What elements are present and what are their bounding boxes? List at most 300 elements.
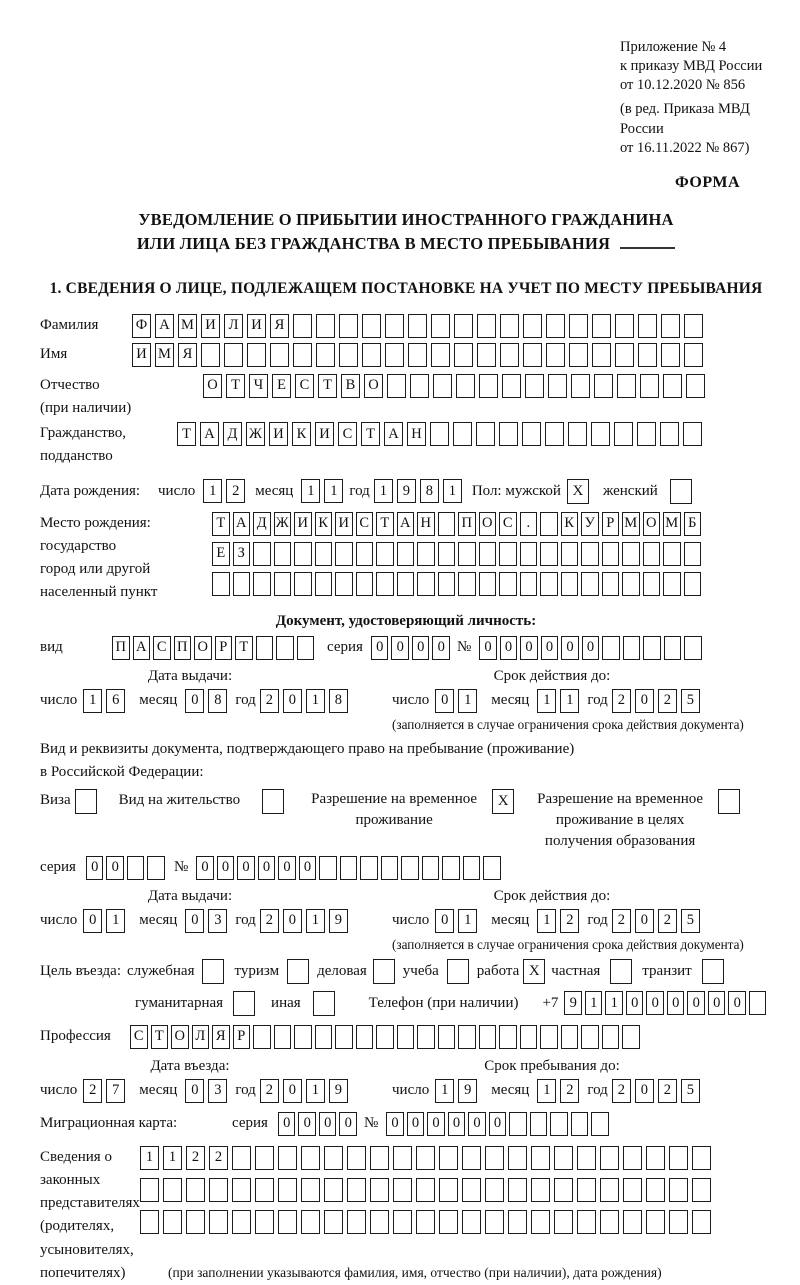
char-cell[interactable]: 0 — [283, 909, 302, 933]
char-cell[interactable]: 2 — [612, 689, 631, 713]
char-cell[interactable] — [439, 1178, 458, 1202]
char-cell[interactable] — [294, 572, 312, 596]
char-cell[interactable]: 0 — [708, 991, 726, 1015]
char-cell[interactable] — [692, 1210, 711, 1234]
char-cell[interactable]: Д — [253, 512, 271, 536]
char-cell[interactable] — [622, 1025, 640, 1049]
char-cell[interactable] — [393, 1178, 412, 1202]
char-cell[interactable] — [661, 343, 680, 367]
char-cell[interactable]: 2 — [658, 909, 677, 933]
char-cell[interactable] — [523, 314, 542, 338]
char-cell[interactable] — [485, 1178, 504, 1202]
char-cell[interactable] — [301, 1146, 320, 1170]
char-cell[interactable] — [439, 1210, 458, 1234]
char-cell[interactable] — [669, 1178, 688, 1202]
char-cell[interactable] — [476, 422, 495, 446]
char-cell[interactable]: 0 — [83, 909, 102, 933]
char-cell[interactable] — [669, 1146, 688, 1170]
char-cell[interactable] — [431, 343, 450, 367]
char-cell[interactable] — [485, 1210, 504, 1234]
char-cell[interactable] — [591, 1112, 609, 1136]
char-cell[interactable]: Т — [361, 422, 380, 446]
char-cell[interactable] — [500, 343, 519, 367]
char-cell[interactable] — [316, 343, 335, 367]
purpose-official-checkbox[interactable] — [202, 959, 224, 984]
char-cell[interactable] — [458, 572, 476, 596]
char-cell[interactable] — [499, 1025, 517, 1049]
char-cell[interactable] — [462, 1178, 481, 1202]
char-cell[interactable]: 2 — [186, 1146, 205, 1170]
char-cell[interactable]: С — [338, 422, 357, 446]
purpose-transit-checkbox[interactable] — [702, 959, 724, 984]
char-cell[interactable]: 0 — [106, 856, 124, 880]
char-cell[interactable] — [686, 374, 705, 398]
char-cell[interactable] — [209, 1178, 228, 1202]
char-cell[interactable]: О — [479, 512, 497, 536]
char-cell[interactable]: 0 — [196, 856, 214, 880]
char-cell[interactable] — [509, 1112, 527, 1136]
char-cell[interactable] — [315, 542, 333, 566]
char-cell[interactable] — [692, 1146, 711, 1170]
char-cell[interactable] — [417, 572, 435, 596]
char-cell[interactable]: 0 — [500, 636, 518, 660]
char-cell[interactable]: Б — [684, 512, 702, 536]
char-cell[interactable] — [550, 1112, 568, 1136]
char-cell[interactable] — [454, 343, 473, 367]
char-cell[interactable] — [335, 1025, 353, 1049]
char-cell[interactable]: 1 — [458, 909, 477, 933]
char-cell[interactable]: 0 — [561, 636, 579, 660]
char-cell[interactable]: И — [269, 422, 288, 446]
char-cell[interactable]: 0 — [646, 991, 664, 1015]
char-cell[interactable] — [255, 1146, 274, 1170]
char-cell[interactable] — [397, 542, 415, 566]
char-cell[interactable]: Р — [215, 636, 233, 660]
char-cell[interactable]: Т — [226, 374, 245, 398]
char-cell[interactable]: 5 — [681, 689, 700, 713]
temp-permit-checkbox[interactable]: X — [492, 789, 514, 814]
purpose-other-checkbox[interactable] — [313, 991, 335, 1016]
char-cell[interactable]: Н — [417, 512, 435, 536]
char-cell[interactable] — [224, 343, 243, 367]
purpose-business-checkbox[interactable] — [373, 959, 395, 984]
char-cell[interactable] — [356, 572, 374, 596]
char-cell[interactable]: . — [520, 512, 538, 536]
char-cell[interactable]: 0 — [258, 856, 276, 880]
char-cell[interactable]: 1 — [435, 1079, 454, 1103]
char-cell[interactable]: 1 — [374, 479, 393, 503]
char-cell[interactable]: 1 — [443, 479, 462, 503]
char-cell[interactable] — [531, 1178, 550, 1202]
char-cell[interactable] — [540, 542, 558, 566]
char-cell[interactable] — [439, 1146, 458, 1170]
char-cell[interactable]: О — [171, 1025, 189, 1049]
char-cell[interactable] — [274, 542, 292, 566]
char-cell[interactable]: М — [178, 314, 197, 338]
char-cell[interactable]: Ж — [274, 512, 292, 536]
char-cell[interactable]: 2 — [560, 909, 579, 933]
char-cell[interactable]: 0 — [185, 689, 204, 713]
char-cell[interactable]: 1 — [301, 479, 320, 503]
visa-checkbox[interactable] — [75, 789, 97, 814]
char-cell[interactable] — [663, 542, 681, 566]
char-cell[interactable]: 0 — [278, 1112, 296, 1136]
char-cell[interactable] — [163, 1210, 182, 1234]
char-cell[interactable]: Ф — [132, 314, 151, 338]
char-cell[interactable]: О — [203, 374, 222, 398]
char-cell[interactable] — [602, 1025, 620, 1049]
char-cell[interactable] — [638, 343, 657, 367]
char-cell[interactable] — [417, 542, 435, 566]
char-cell[interactable]: И — [335, 512, 353, 536]
char-cell[interactable] — [684, 636, 702, 660]
char-cell[interactable] — [381, 856, 399, 880]
char-cell[interactable] — [127, 856, 145, 880]
char-cell[interactable]: П — [458, 512, 476, 536]
char-cell[interactable] — [339, 343, 358, 367]
char-cell[interactable]: И — [247, 314, 266, 338]
char-cell[interactable] — [581, 1025, 599, 1049]
char-cell[interactable]: Т — [235, 636, 253, 660]
char-cell[interactable]: А — [233, 512, 251, 536]
char-cell[interactable]: М — [155, 343, 174, 367]
char-cell[interactable]: С — [130, 1025, 148, 1049]
char-cell[interactable] — [387, 374, 406, 398]
char-cell[interactable] — [430, 422, 449, 446]
char-cell[interactable] — [508, 1210, 527, 1234]
char-cell[interactable] — [520, 542, 538, 566]
char-cell[interactable] — [416, 1178, 435, 1202]
char-cell[interactable]: Т — [151, 1025, 169, 1049]
char-cell[interactable] — [454, 314, 473, 338]
char-cell[interactable] — [483, 856, 501, 880]
char-cell[interactable] — [683, 422, 702, 446]
char-cell[interactable] — [684, 542, 702, 566]
char-cell[interactable]: П — [112, 636, 130, 660]
char-cell[interactable] — [324, 1146, 343, 1170]
char-cell[interactable]: 2 — [560, 1079, 579, 1103]
char-cell[interactable]: 2 — [226, 479, 245, 503]
char-cell[interactable]: 0 — [185, 1079, 204, 1103]
char-cell[interactable]: 0 — [412, 636, 430, 660]
char-cell[interactable] — [376, 1025, 394, 1049]
char-cell[interactable] — [255, 1178, 274, 1202]
char-cell[interactable] — [433, 374, 452, 398]
char-cell[interactable] — [500, 314, 519, 338]
char-cell[interactable]: 0 — [635, 909, 654, 933]
char-cell[interactable] — [554, 1178, 573, 1202]
char-cell[interactable] — [577, 1146, 596, 1170]
char-cell[interactable] — [499, 422, 518, 446]
char-cell[interactable] — [456, 374, 475, 398]
char-cell[interactable]: С — [499, 512, 517, 536]
char-cell[interactable] — [554, 1146, 573, 1170]
char-cell[interactable]: К — [315, 512, 333, 536]
char-cell[interactable] — [212, 572, 230, 596]
char-cell[interactable]: С — [153, 636, 171, 660]
char-cell[interactable]: 5 — [681, 1079, 700, 1103]
char-cell[interactable] — [397, 1025, 415, 1049]
char-cell[interactable] — [684, 314, 703, 338]
char-cell[interactable] — [479, 374, 498, 398]
char-cell[interactable]: 0 — [339, 1112, 357, 1136]
char-cell[interactable] — [540, 1025, 558, 1049]
char-cell[interactable]: 1 — [537, 1079, 556, 1103]
residence-permit-checkbox[interactable] — [262, 789, 284, 814]
char-cell[interactable]: 2 — [209, 1146, 228, 1170]
char-cell[interactable]: 1 — [458, 689, 477, 713]
char-cell[interactable] — [508, 1146, 527, 1170]
char-cell[interactable]: 6 — [106, 689, 125, 713]
char-cell[interactable] — [410, 374, 429, 398]
char-cell[interactable] — [663, 572, 681, 596]
char-cell[interactable] — [531, 1210, 550, 1234]
char-cell[interactable] — [293, 343, 312, 367]
char-cell[interactable]: 0 — [237, 856, 255, 880]
char-cell[interactable]: 1 — [585, 991, 603, 1015]
char-cell[interactable] — [232, 1146, 251, 1170]
char-cell[interactable] — [385, 314, 404, 338]
char-cell[interactable]: 1 — [324, 479, 343, 503]
char-cell[interactable]: 2 — [260, 689, 279, 713]
char-cell[interactable]: 0 — [635, 689, 654, 713]
char-cell[interactable] — [615, 343, 634, 367]
char-cell[interactable] — [362, 343, 381, 367]
char-cell[interactable] — [270, 343, 289, 367]
char-cell[interactable]: 0 — [86, 856, 104, 880]
char-cell[interactable]: 0 — [728, 991, 746, 1015]
char-cell[interactable]: 2 — [612, 1079, 631, 1103]
char-cell[interactable]: М — [663, 512, 681, 536]
char-cell[interactable] — [431, 314, 450, 338]
char-cell[interactable] — [253, 1025, 271, 1049]
char-cell[interactable] — [294, 542, 312, 566]
char-cell[interactable] — [301, 1210, 320, 1234]
purpose-private-checkbox[interactable] — [610, 959, 632, 984]
sex-female-checkbox[interactable] — [670, 479, 692, 504]
purpose-humanitarian-checkbox[interactable] — [233, 991, 255, 1016]
char-cell[interactable] — [664, 636, 682, 660]
char-cell[interactable] — [401, 856, 419, 880]
char-cell[interactable] — [591, 422, 610, 446]
char-cell[interactable]: 1 — [537, 689, 556, 713]
char-cell[interactable] — [293, 314, 312, 338]
char-cell[interactable] — [347, 1146, 366, 1170]
char-cell[interactable] — [615, 314, 634, 338]
char-cell[interactable] — [335, 572, 353, 596]
char-cell[interactable] — [324, 1178, 343, 1202]
char-cell[interactable] — [546, 314, 565, 338]
char-cell[interactable] — [458, 1025, 476, 1049]
char-cell[interactable] — [356, 1025, 374, 1049]
char-cell[interactable]: Т — [177, 422, 196, 446]
char-cell[interactable] — [297, 636, 315, 660]
char-cell[interactable]: Т — [212, 512, 230, 536]
char-cell[interactable] — [385, 343, 404, 367]
char-cell[interactable] — [614, 422, 633, 446]
char-cell[interactable] — [522, 422, 541, 446]
char-cell[interactable] — [274, 572, 292, 596]
char-cell[interactable] — [531, 1146, 550, 1170]
char-cell[interactable]: 5 — [681, 909, 700, 933]
char-cell[interactable] — [186, 1178, 205, 1202]
char-cell[interactable]: Т — [376, 512, 394, 536]
char-cell[interactable] — [147, 856, 165, 880]
char-cell[interactable]: Е — [272, 374, 291, 398]
char-cell[interactable]: 0 — [319, 1112, 337, 1136]
char-cell[interactable] — [622, 572, 640, 596]
char-cell[interactable] — [422, 856, 440, 880]
char-cell[interactable] — [253, 542, 271, 566]
char-cell[interactable]: 2 — [260, 1079, 279, 1103]
char-cell[interactable]: 1 — [203, 479, 222, 503]
char-cell[interactable] — [370, 1178, 389, 1202]
char-cell[interactable] — [316, 314, 335, 338]
char-cell[interactable] — [247, 343, 266, 367]
char-cell[interactable] — [278, 1178, 297, 1202]
char-cell[interactable] — [643, 542, 661, 566]
char-cell[interactable] — [462, 1210, 481, 1234]
char-cell[interactable]: 0 — [687, 991, 705, 1015]
char-cell[interactable]: 9 — [397, 479, 416, 503]
char-cell[interactable] — [186, 1210, 205, 1234]
char-cell[interactable] — [438, 542, 456, 566]
char-cell[interactable] — [397, 572, 415, 596]
char-cell[interactable]: 1 — [140, 1146, 159, 1170]
char-cell[interactable]: 3 — [208, 1079, 227, 1103]
char-cell[interactable] — [477, 343, 496, 367]
char-cell[interactable]: 0 — [427, 1112, 445, 1136]
char-cell[interactable] — [255, 1210, 274, 1234]
char-cell[interactable] — [362, 314, 381, 338]
char-cell[interactable]: 0 — [185, 909, 204, 933]
char-cell[interactable] — [643, 572, 661, 596]
char-cell[interactable] — [356, 542, 374, 566]
char-cell[interactable]: 0 — [432, 636, 450, 660]
char-cell[interactable] — [458, 542, 476, 566]
char-cell[interactable]: 0 — [298, 1112, 316, 1136]
char-cell[interactable]: 2 — [612, 909, 631, 933]
char-cell[interactable] — [301, 1178, 320, 1202]
char-cell[interactable] — [416, 1210, 435, 1234]
char-cell[interactable]: 1 — [537, 909, 556, 933]
char-cell[interactable] — [485, 1146, 504, 1170]
char-cell[interactable]: С — [295, 374, 314, 398]
char-cell[interactable]: Л — [224, 314, 243, 338]
char-cell[interactable]: 1 — [83, 689, 102, 713]
char-cell[interactable]: Е — [212, 542, 230, 566]
char-cell[interactable]: 0 — [407, 1112, 425, 1136]
char-cell[interactable] — [646, 1178, 665, 1202]
char-cell[interactable]: 0 — [278, 856, 296, 880]
char-cell[interactable]: Я — [270, 314, 289, 338]
char-cell[interactable]: 0 — [520, 636, 538, 660]
char-cell[interactable] — [600, 1178, 619, 1202]
char-cell[interactable] — [499, 572, 517, 596]
char-cell[interactable]: 0 — [667, 991, 685, 1015]
char-cell[interactable] — [416, 1146, 435, 1170]
char-cell[interactable]: Я — [212, 1025, 230, 1049]
char-cell[interactable]: О — [194, 636, 212, 660]
char-cell[interactable] — [140, 1210, 159, 1234]
char-cell[interactable] — [661, 314, 680, 338]
char-cell[interactable]: 9 — [564, 991, 582, 1015]
char-cell[interactable] — [370, 1146, 389, 1170]
char-cell[interactable] — [623, 1178, 642, 1202]
char-cell[interactable]: 9 — [329, 1079, 348, 1103]
char-cell[interactable]: Ж — [246, 422, 265, 446]
char-cell[interactable]: 0 — [299, 856, 317, 880]
char-cell[interactable]: 1 — [163, 1146, 182, 1170]
char-cell[interactable]: 0 — [283, 689, 302, 713]
char-cell[interactable] — [569, 343, 588, 367]
char-cell[interactable]: 2 — [260, 909, 279, 933]
char-cell[interactable]: И — [132, 343, 151, 367]
char-cell[interactable] — [479, 572, 497, 596]
char-cell[interactable] — [600, 1146, 619, 1170]
char-cell[interactable] — [324, 1210, 343, 1234]
char-cell[interactable]: Н — [407, 422, 426, 446]
char-cell[interactable] — [561, 572, 579, 596]
char-cell[interactable] — [581, 572, 599, 596]
char-cell[interactable] — [232, 1210, 251, 1234]
char-cell[interactable] — [592, 343, 611, 367]
char-cell[interactable]: 0 — [448, 1112, 466, 1136]
char-cell[interactable]: О — [643, 512, 661, 536]
char-cell[interactable]: П — [174, 636, 192, 660]
char-cell[interactable] — [442, 856, 460, 880]
purpose-study-checkbox[interactable] — [447, 959, 469, 984]
char-cell[interactable] — [438, 1025, 456, 1049]
char-cell[interactable]: 8 — [420, 479, 439, 503]
char-cell[interactable] — [622, 542, 640, 566]
char-cell[interactable] — [315, 1025, 333, 1049]
char-cell[interactable] — [749, 991, 767, 1015]
char-cell[interactable] — [592, 314, 611, 338]
char-cell[interactable]: З — [233, 542, 251, 566]
char-cell[interactable] — [554, 1210, 573, 1234]
char-cell[interactable] — [278, 1146, 297, 1170]
char-cell[interactable]: 7 — [106, 1079, 125, 1103]
char-cell[interactable] — [276, 636, 294, 660]
char-cell[interactable]: 0 — [283, 1079, 302, 1103]
char-cell[interactable]: 0 — [626, 991, 644, 1015]
char-cell[interactable] — [393, 1210, 412, 1234]
char-cell[interactable] — [140, 1178, 159, 1202]
char-cell[interactable] — [274, 1025, 292, 1049]
char-cell[interactable] — [602, 636, 620, 660]
char-cell[interactable]: И — [315, 422, 334, 446]
char-cell[interactable] — [569, 314, 588, 338]
char-cell[interactable] — [577, 1210, 596, 1234]
char-cell[interactable] — [548, 374, 567, 398]
char-cell[interactable] — [540, 512, 558, 536]
char-cell[interactable] — [571, 374, 590, 398]
char-cell[interactable] — [594, 374, 613, 398]
char-cell[interactable] — [393, 1146, 412, 1170]
sex-male-checkbox[interactable]: X — [567, 479, 589, 504]
char-cell[interactable] — [640, 374, 659, 398]
char-cell[interactable] — [376, 542, 394, 566]
char-cell[interactable] — [347, 1178, 366, 1202]
char-cell[interactable]: А — [384, 422, 403, 446]
char-cell[interactable] — [201, 343, 220, 367]
char-cell[interactable] — [479, 1025, 497, 1049]
char-cell[interactable] — [692, 1178, 711, 1202]
char-cell[interactable] — [525, 374, 544, 398]
char-cell[interactable]: 9 — [329, 909, 348, 933]
char-cell[interactable] — [278, 1210, 297, 1234]
